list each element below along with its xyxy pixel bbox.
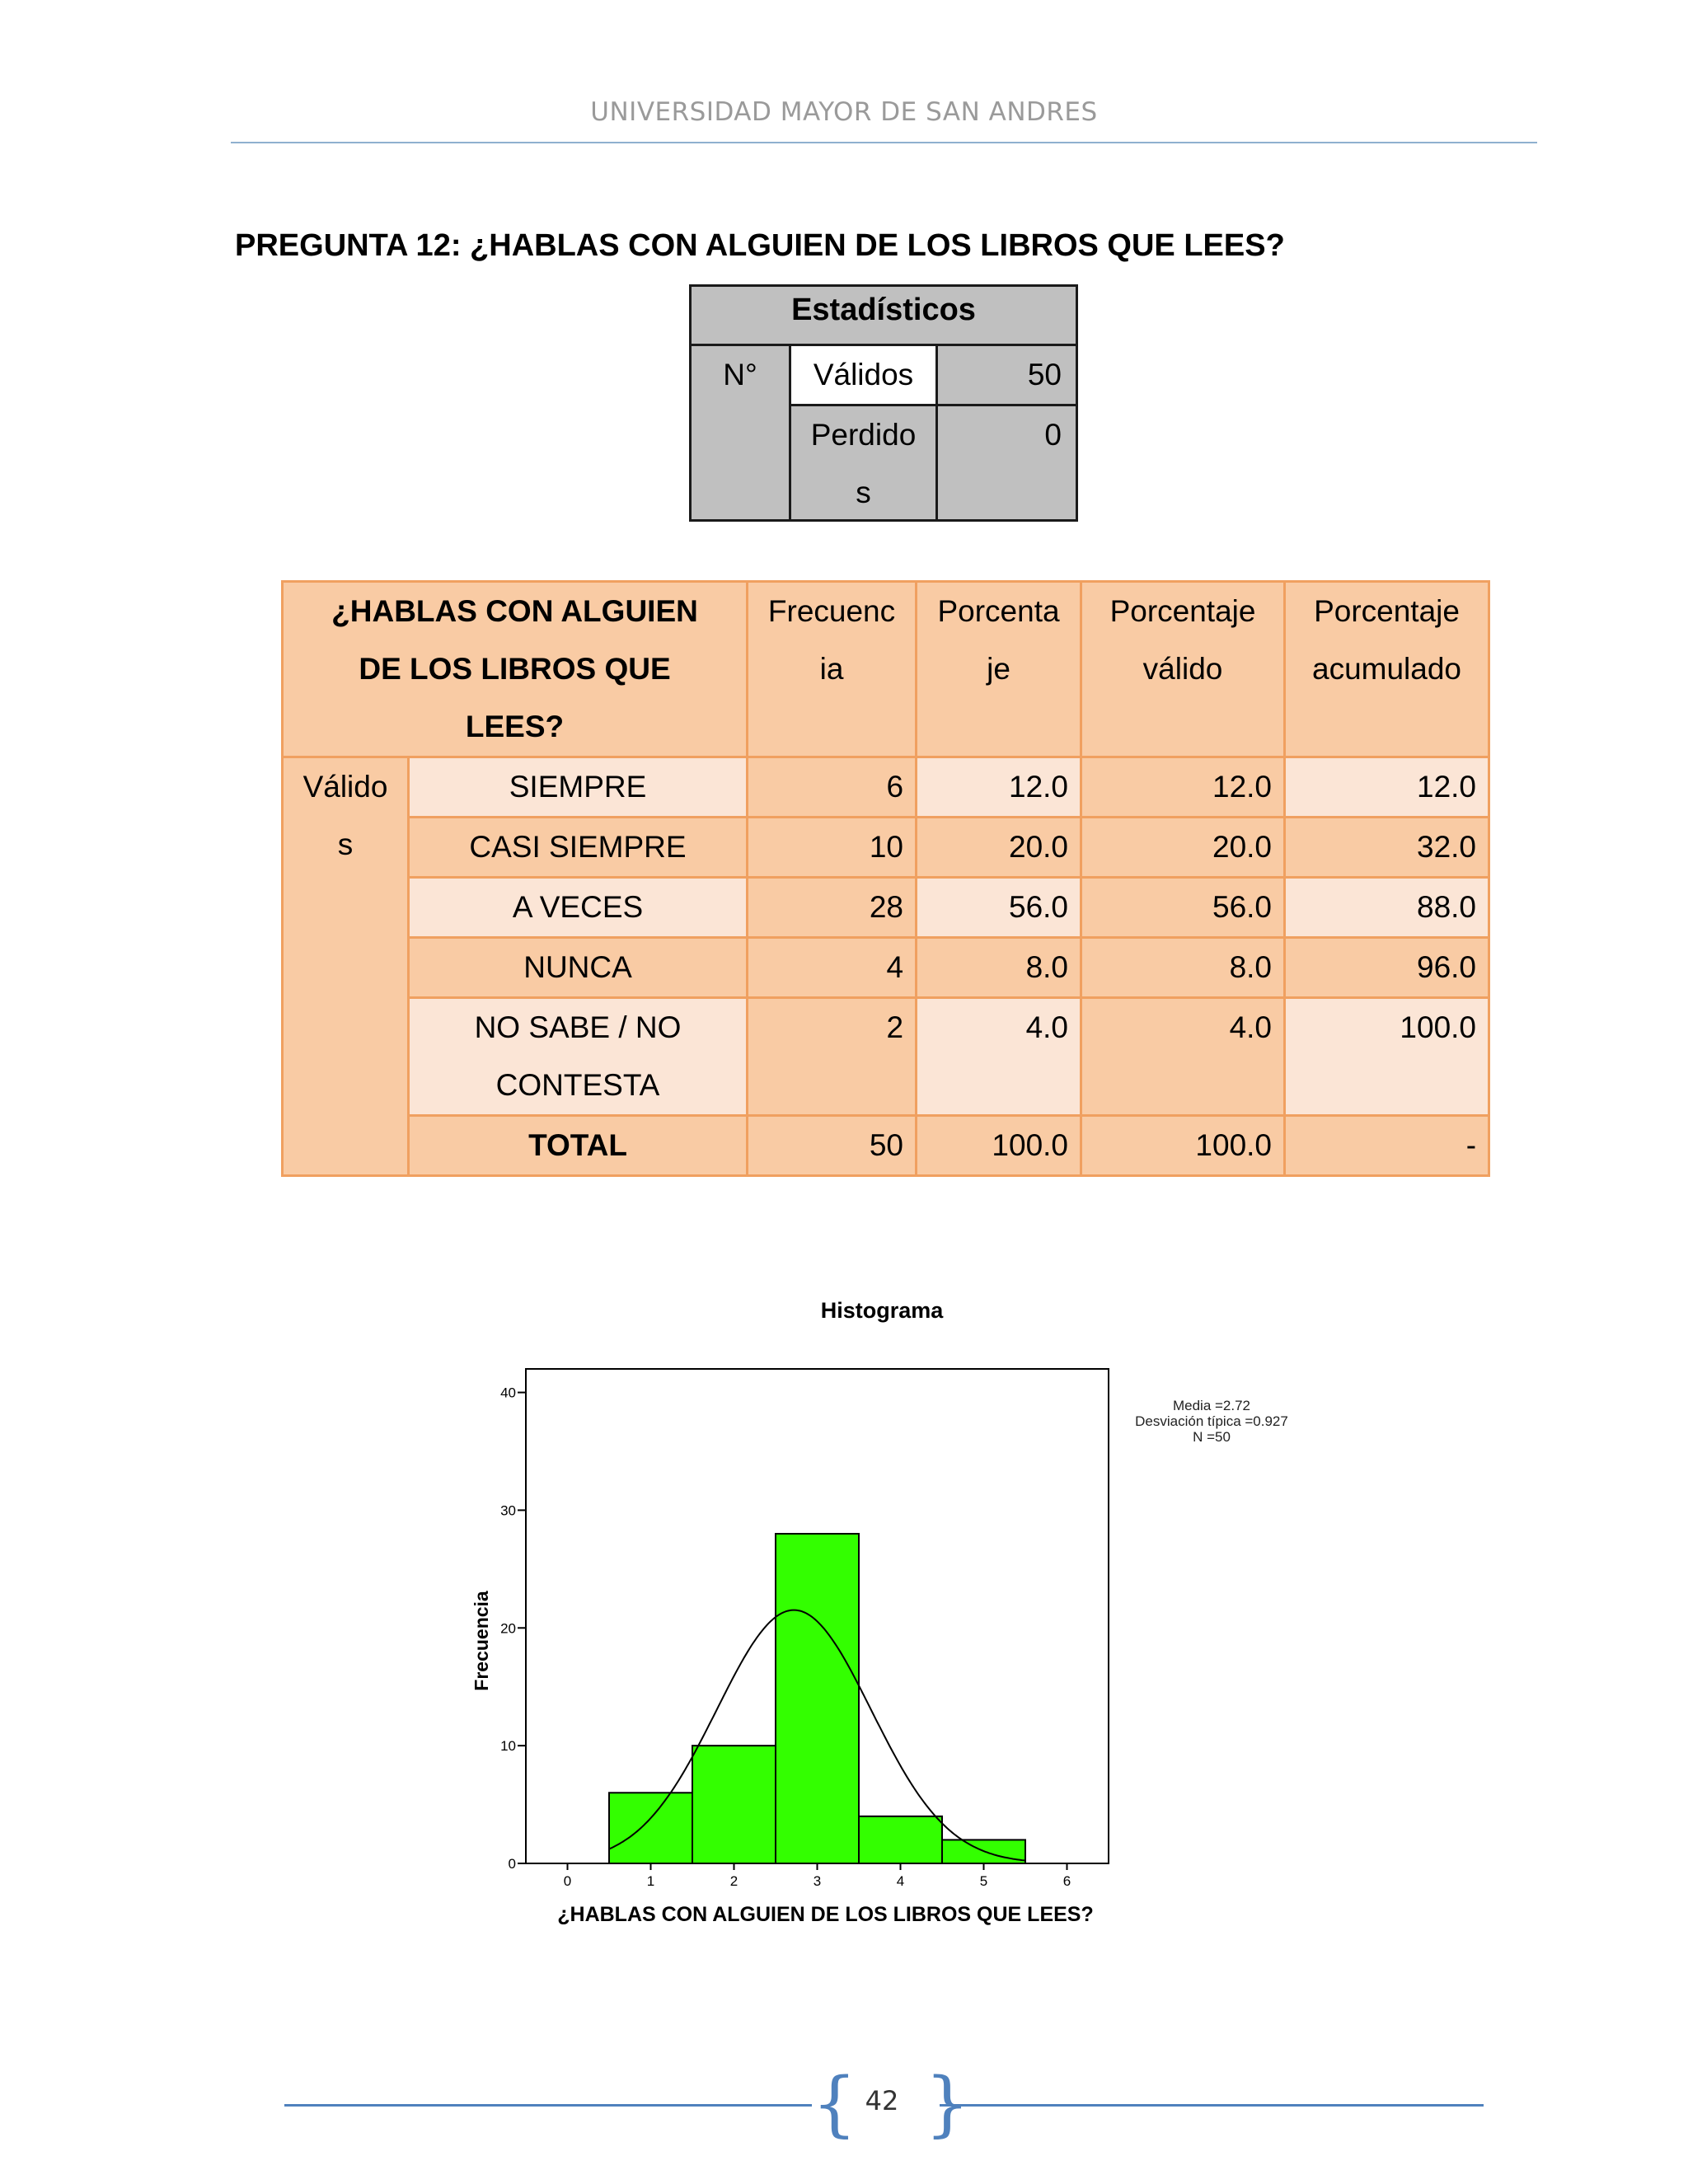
x-tick-label: 5 [979, 1873, 988, 1889]
histogram-bar [692, 1746, 776, 1863]
header-porcentaje-valido: Porcentaje válido [1081, 582, 1285, 757]
x-axis-label: ¿HABLAS CON ALGUIEN DE LOS LIBROS QUE LEES? [557, 1903, 1094, 1926]
row-category: NO SABE / NO CONTESTA [409, 998, 748, 1116]
total-valido: 100.0 [1081, 1116, 1285, 1176]
row-frecuencia: 28 [748, 878, 917, 938]
row-porcentaje: 8.0 [917, 938, 1081, 998]
question-title: PREGUNTA 12: ¿HABLAS CON ALGUIEN DE LOS LIBROS QUE LEES? [235, 228, 1285, 263]
row-acumulado: 88.0 [1285, 878, 1489, 938]
x-tick-label: 4 [896, 1873, 905, 1889]
row-frecuencia: 10 [748, 818, 917, 878]
row-porcentaje: 4.0 [917, 998, 1081, 1116]
x-tick-label: 3 [813, 1873, 822, 1889]
row-acumulado: 100.0 [1285, 998, 1489, 1116]
total-porcentaje: 100.0 [917, 1116, 1081, 1176]
row-valido: 4.0 [1081, 998, 1285, 1116]
row-valido: 56.0 [1081, 878, 1285, 938]
row-acumulado: 96.0 [1285, 938, 1489, 998]
y-tick-label: 10 [500, 1738, 516, 1755]
group-label-validos: Válido s [283, 757, 409, 1176]
stats-valid-value: 50 [1027, 358, 1062, 391]
left-brace-icon: { [812, 2063, 857, 2145]
y-tick-label: 40 [500, 1385, 516, 1401]
row-porcentaje: 12.0 [917, 757, 1081, 818]
row-category: NUNCA [409, 938, 748, 998]
row-porcentaje: 20.0 [917, 818, 1081, 878]
stats-valid-label: Válidos [813, 358, 914, 391]
stats-title: Estadísticos [692, 287, 1076, 346]
histogram-bar [609, 1793, 692, 1863]
histogram-bar [859, 1816, 942, 1863]
stats-lost-label-line2: s [856, 476, 871, 509]
y-tick-label: 20 [500, 1620, 516, 1637]
histogram-bar [776, 1534, 859, 1863]
page-number: 42 [865, 2085, 899, 2116]
university-header: UNIVERSIDAD MAYOR DE SAN ANDRES [590, 97, 1098, 127]
row-category: SIEMPRE [409, 757, 748, 818]
footer-rule-left [284, 2104, 812, 2107]
stats-lost-label-line1: Perdido [810, 418, 917, 452]
row-acumulado: 32.0 [1285, 818, 1489, 878]
chart-annotation: Media =2.72 Desviación típica =0.927 N =50 [1135, 1398, 1288, 1445]
stats-lost-value: 0 [1044, 418, 1062, 452]
row-porcentaje: 56.0 [917, 878, 1081, 938]
header-porcentaje: Porcenta je [917, 582, 1081, 757]
header-porcentaje-acumulado: Porcentaje acumulado [1285, 582, 1489, 757]
stats-n-label: N° [723, 358, 757, 391]
y-tick-label: 30 [500, 1502, 516, 1519]
row-acumulado: 12.0 [1285, 757, 1489, 818]
footer-rule-right [940, 2104, 1484, 2107]
row-valido: 12.0 [1081, 757, 1285, 818]
row-frecuencia: 6 [748, 757, 917, 818]
x-tick-label: 1 [646, 1873, 655, 1889]
y-tick-label: 0 [508, 1856, 516, 1872]
y-axis-label: Frecuencia [471, 1591, 492, 1691]
row-category: A VECES [409, 878, 748, 938]
row-frecuencia: 2 [748, 998, 917, 1116]
total-frecuencia: 50 [748, 1116, 917, 1176]
row-valido: 20.0 [1081, 818, 1285, 878]
total-label: TOTAL [409, 1116, 748, 1176]
x-tick-label: 0 [563, 1873, 572, 1889]
chart-title: Histograma [820, 1298, 944, 1323]
x-tick-label: 6 [1062, 1873, 1071, 1889]
total-acumulado: - [1285, 1116, 1489, 1176]
header-question: ¿HABLAS CON ALGUIEN DE LOS LIBROS QUE LEES? [283, 582, 748, 757]
row-category: CASI SIEMPRE [409, 818, 748, 878]
x-tick-label: 2 [729, 1873, 738, 1889]
header-frecuencia: Frecuenc ia [748, 582, 917, 757]
row-frecuencia: 4 [748, 938, 917, 998]
right-brace-icon: } [925, 2063, 970, 2145]
row-valido: 8.0 [1081, 938, 1285, 998]
